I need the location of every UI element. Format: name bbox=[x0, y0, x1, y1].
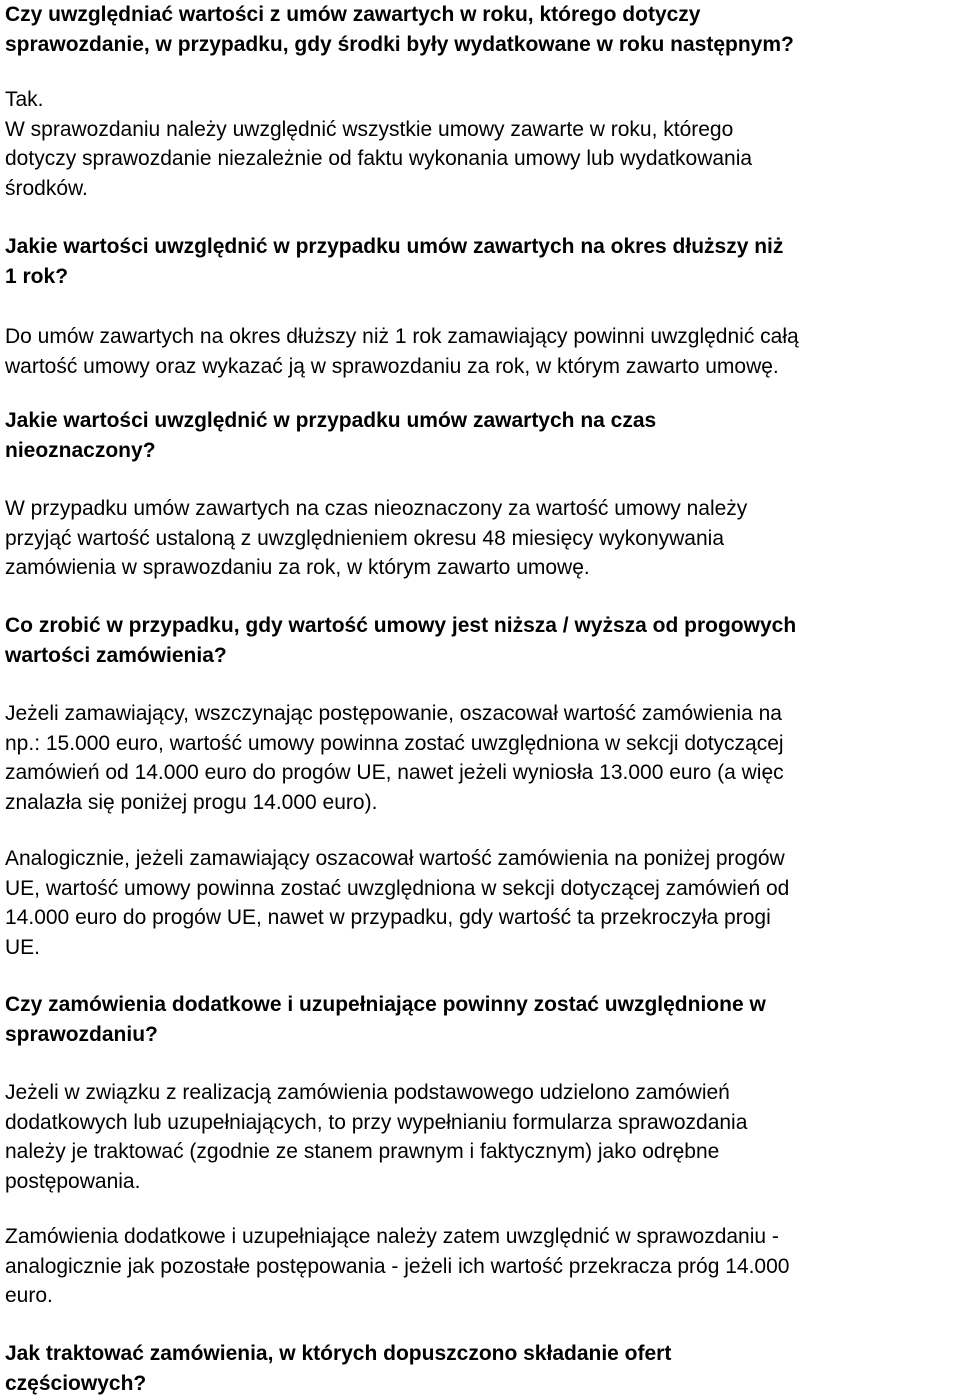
text-line: Czy uwzględniać wartości z umów zawartych w roku, którego dotyczy bbox=[5, 3, 701, 26]
text-line: Analogicznie, jeżeli zamawiający oszacował wartość zamówienia na poniżej progów bbox=[5, 847, 785, 870]
answer-paragraph bbox=[5, 1222, 960, 1311]
text-line: 14.000 euro do progów UE, nawet w przypadku, gdy wartość ta przekroczyła progi bbox=[5, 906, 771, 929]
text-line: analogicznie jak pozostałe postępowania - jeżeli ich wartość przekracza próg 14.000 bbox=[5, 1254, 790, 1278]
text-line: znalazła się poniżej progu 14.000 euro). bbox=[5, 790, 378, 814]
text-line: 1 rok? bbox=[5, 264, 69, 288]
question-heading bbox=[5, 232, 960, 291]
text-line: częściowych? bbox=[5, 1371, 147, 1395]
text-line: Jeżeli zamawiający, wszczynając postępowanie, oszacował wartość zamówienia na bbox=[5, 702, 782, 725]
text-line: środków. bbox=[5, 176, 88, 200]
text-line: Tak. bbox=[5, 88, 44, 111]
text-line: dotyczy sprawozdanie niezależnie od faktu wykonania umowy lub wydatkowania bbox=[5, 147, 753, 170]
text-line: Do umów zawartych na okres dłuższy niż 1 rok zamawiający powinni uwzględnić całą bbox=[5, 325, 799, 348]
answer-paragraph bbox=[5, 85, 960, 203]
text-line: np.: 15.000 euro, wartość umowy powinna zostać uwzględniona w sekcji dotyczącej bbox=[5, 731, 784, 755]
text-line: należy je traktować (zgodnie ze stanem prawnym i faktycznym) jako odrębne bbox=[5, 1140, 720, 1163]
answer-paragraph bbox=[5, 844, 960, 962]
text-line: zamówień od 14.000 euro do progów UE, nawet jeżeli wyniosła 13.000 euro (a więc bbox=[5, 761, 784, 784]
text-line: nieoznaczony? bbox=[5, 438, 156, 462]
answer-paragraph bbox=[5, 494, 960, 583]
text-line: UE, wartość umowy powinna zostać uwzględniona w sekcji dotyczącej zamówień od bbox=[5, 876, 790, 900]
text-line: Jeżeli w związku z realizacją zamówienia podstawowego udzielono zamówień bbox=[5, 1081, 730, 1104]
text-line: euro. bbox=[5, 1284, 53, 1307]
question-heading bbox=[5, 1339, 960, 1398]
answer-paragraph bbox=[5, 1078, 960, 1196]
document-page bbox=[5, 0, 960, 1400]
text-line: Jak traktować zamówienia, w których dopuszczono składanie ofert bbox=[5, 1342, 672, 1365]
text-line: W przypadku umów zawartych na czas nieoznaczony za wartość umowy należy bbox=[5, 497, 748, 520]
text-line: Jakie wartości uwzględnić w przypadku umów zawartych na okres dłuższy niż bbox=[5, 235, 784, 258]
text-line: przyjąć wartość ustaloną z uwzględnieniem okresu 48 miesięcy wykonywania bbox=[5, 526, 724, 550]
question-heading bbox=[5, 0, 960, 59]
answer-paragraph bbox=[5, 699, 960, 817]
answer-paragraph bbox=[5, 322, 960, 381]
question-heading bbox=[5, 611, 960, 670]
text-line: sprawozdaniu? bbox=[5, 1022, 158, 1046]
text-line: postępowania. bbox=[5, 1169, 141, 1193]
text-line: dodatkowych lub uzupełniających, to przy wypełnianiu formularza sprawozdania bbox=[5, 1110, 748, 1134]
question-heading bbox=[5, 990, 960, 1049]
text-line: Czy zamówienia dodatkowe i uzupełniające powinny zostać uwzględnione w bbox=[5, 993, 766, 1016]
text-line: UE. bbox=[5, 935, 41, 959]
text-line: Co zrobić w przypadku, gdy wartość umowy jest niższa / wyższa od progowych bbox=[5, 614, 797, 637]
text-line: Jakie wartości uwzględnić w przypadku umów zawartych na czas bbox=[5, 409, 657, 432]
text-line: W sprawozdaniu należy uwzględnić wszystkie umowy zawarte w roku, którego bbox=[5, 117, 734, 141]
text-line: wartość umowy oraz wykazać ją w sprawozdaniu za rok, w którym zawarto umowę. bbox=[5, 354, 779, 378]
text-line: sprawozdanie, w przypadku, gdy środki były wydatkowane w roku następnym? bbox=[5, 32, 794, 56]
text-line: zamówienia w sprawozdaniu za rok, w którym zawarto umowę. bbox=[5, 556, 590, 579]
text-line: wartości zamówienia? bbox=[5, 643, 227, 667]
question-heading bbox=[5, 406, 960, 465]
text-line: Zamówienia dodatkowe i uzupełniające należy zatem uwzględnić w sprawozdaniu - bbox=[5, 1225, 779, 1248]
